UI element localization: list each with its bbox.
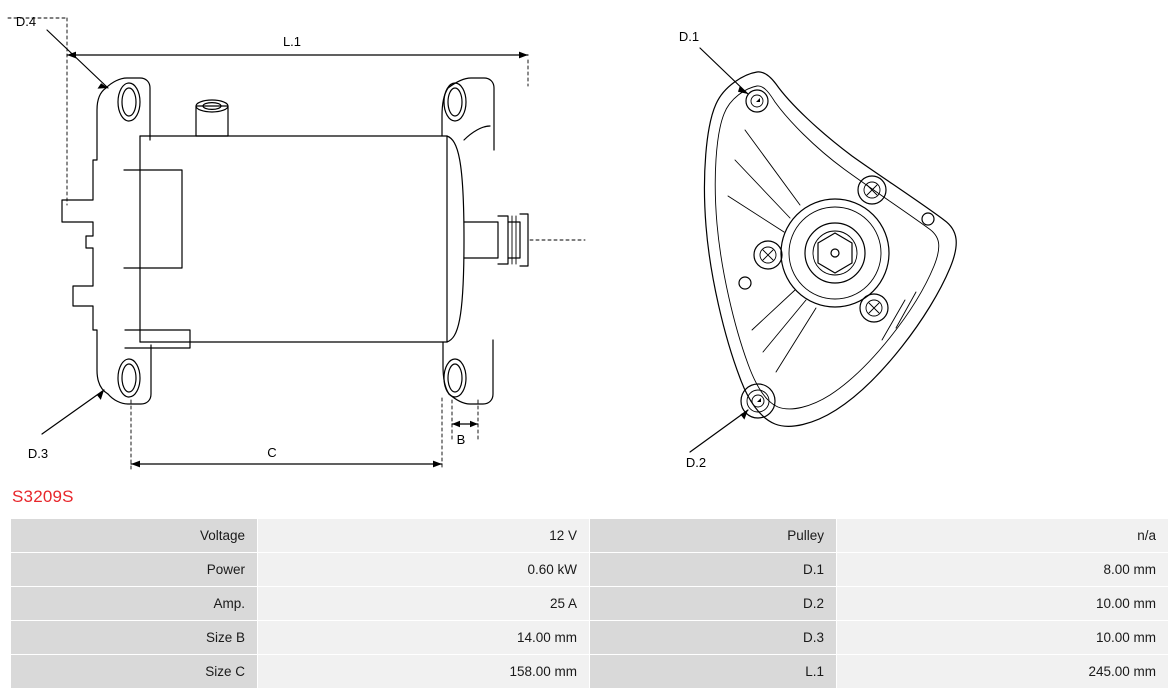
part-number: S3209S <box>12 487 74 506</box>
spec-value-size-c: 158.00 mm <box>258 655 590 689</box>
spec-value-d3: 10.00 mm <box>837 621 1169 655</box>
spec-value-size-b: 14.00 mm <box>258 621 590 655</box>
spec-label-power: Power <box>11 553 258 587</box>
label-d2: D.2 <box>685 455 707 470</box>
spec-value-power: 0.60 kW <box>258 553 590 587</box>
table-row <box>11 519 1169 553</box>
spec-label-d2: D.2 <box>590 587 837 621</box>
label-d4: D.4 <box>15 14 37 29</box>
label-b: B <box>456 432 466 447</box>
table-row <box>11 587 1169 621</box>
specifications-table <box>10 518 1169 689</box>
table-row <box>11 553 1169 587</box>
spec-value-l1: 245.00 mm <box>837 655 1169 689</box>
spec-value-voltage: 12 V <box>258 519 590 553</box>
spec-value-d2: 10.00 mm <box>837 587 1169 621</box>
label-d3: D.3 <box>27 446 49 461</box>
spec-label-amp: Amp. <box>11 587 258 621</box>
spec-label-d1: D.1 <box>590 553 837 587</box>
spec-value-amp: 25 A <box>258 587 590 621</box>
label-c: C <box>267 445 277 460</box>
spec-value-pulley: n/a <box>837 519 1169 553</box>
label-d1: D.1 <box>678 29 700 44</box>
table-row <box>11 655 1169 689</box>
spec-value-d1: 8.00 mm <box>837 553 1169 587</box>
spec-label-pulley: Pulley <box>590 519 837 553</box>
spec-label-voltage: Voltage <box>11 519 258 553</box>
spec-label-size-c: Size C <box>11 655 258 689</box>
spec-label-d3: D.3 <box>590 621 837 655</box>
label-l1: L.1 <box>282 34 302 49</box>
spec-label-size-b: Size B <box>11 621 258 655</box>
table-row <box>11 621 1169 655</box>
spec-label-l1: L.1 <box>590 655 837 689</box>
